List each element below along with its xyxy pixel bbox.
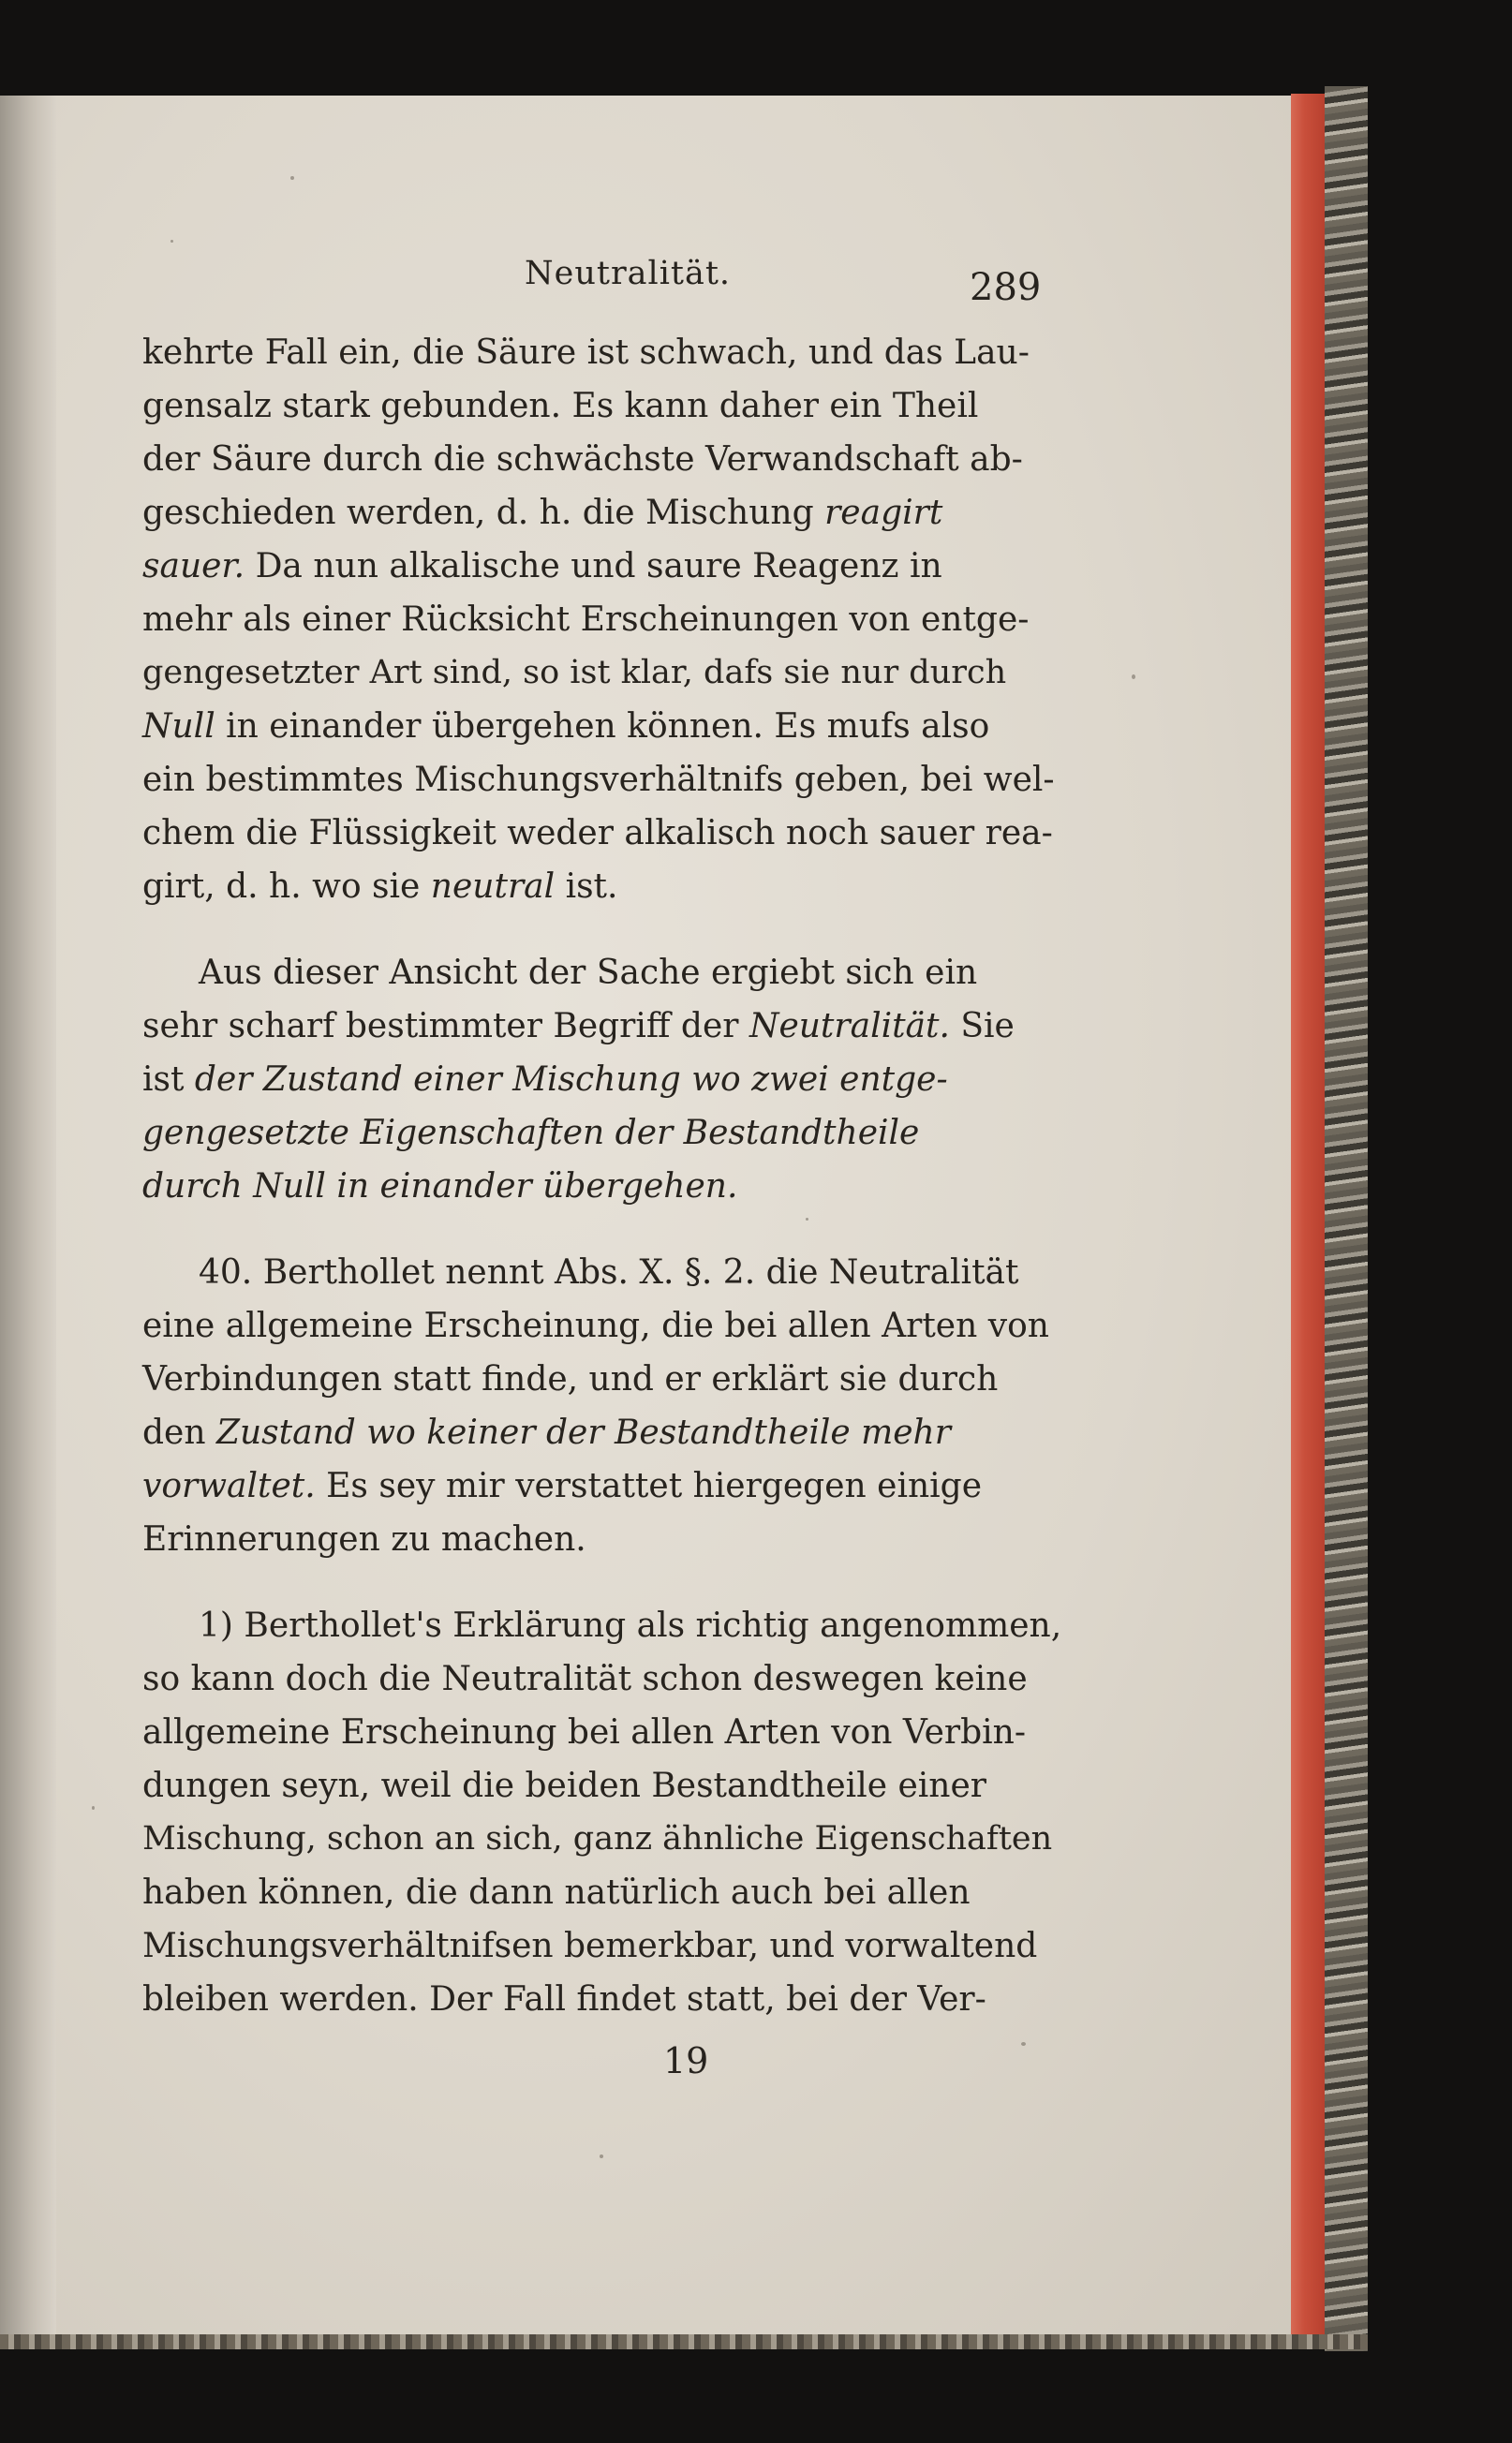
- text-line: gengesetzte Eigenschaften der Bestandtheile: [142, 1114, 920, 1152]
- text-line: chem die Flüssigkeit weder alkalisch noch sauer rea-: [142, 814, 1053, 852]
- text-line: Erinnerungen zu machen.: [142, 1520, 586, 1559]
- text-line: Verbindungen statt finde, und er erklärt sie durch: [142, 1360, 999, 1399]
- text-line: den Zustand wo keiner der Bestandtheile mehr: [142, 1414, 951, 1452]
- text-line: dungen seyn, weil die beiden Bestandtheile einer: [142, 1767, 986, 1805]
- text-line: girt, d. h. wo sie neutral ist.: [142, 867, 618, 906]
- text-line: ist der Zustand einer Mischung wo zwei entge-: [142, 1060, 948, 1099]
- text-line: bleiben werden. Der Fall findet statt, bei der Ver-: [142, 1980, 986, 2019]
- text-line: gengesetzter Art sind, so ist klar, dafs sie nur durch: [142, 654, 1007, 691]
- text-line: allgemeine Erscheinung bei allen Arten von Verbin-: [142, 1713, 1026, 1752]
- text-line: 1) Berthollet's Erklärung als richtig angenommen,: [199, 1606, 1062, 1645]
- text-line: kehrte Fall ein, die Säure ist schwach, und das Lau-: [142, 333, 1030, 372]
- text-line: Aus dieser Ansicht der Sache ergiebt sich ein: [199, 954, 978, 992]
- text-line: vorwaltet. Es sey mir verstattet hiergegen einige: [142, 1467, 983, 1505]
- text-line: Mischungsverhältnifsen bemerkbar, und vorwaltend: [142, 1927, 1038, 1965]
- text-line: geschieden werden, d. h. die Mischung reagirt: [142, 494, 943, 532]
- text-line: eine allgemeine Erscheinung, die bei allen Arten von: [142, 1307, 1049, 1345]
- text-line: Null in einander übergehen können. Es mufs also: [142, 707, 990, 746]
- signature-mark: 19: [663, 2040, 709, 2081]
- page-number: 289: [970, 266, 1042, 309]
- text-line: sehr scharf bestimmter Begriff der Neutralität. Sie: [142, 1007, 1015, 1045]
- text-line: gensalz stark gebunden. Es kann daher ein Theil: [142, 387, 979, 425]
- text-line: mehr als einer Rücksicht Erscheinungen von entge-: [142, 600, 1030, 639]
- text-line: Mischung, schon an sich, ganz ähnliche Eigenschaften: [142, 1820, 1053, 1858]
- text-line: der Säure durch die schwächste Verwandschaft ab-: [142, 440, 1023, 479]
- running-title: Neutralität.: [525, 255, 732, 292]
- text-line: so kann doch die Neutralität schon deswegen keine: [142, 1660, 1028, 1698]
- text-line: haben können, die dann natürlich auch bei allen: [142, 1873, 971, 1912]
- text-line: sauer. Da nun alkalische und saure Reagenz in: [142, 547, 942, 585]
- text-line: ein bestimmtes Mischungsverhältnifs geben, bei wel-: [142, 761, 1055, 799]
- text-line: durch Null in einander übergehen.: [142, 1167, 738, 1206]
- text-line: 40. Berthollet nennt Abs. X. §. 2. die Neutralität: [199, 1253, 1019, 1292]
